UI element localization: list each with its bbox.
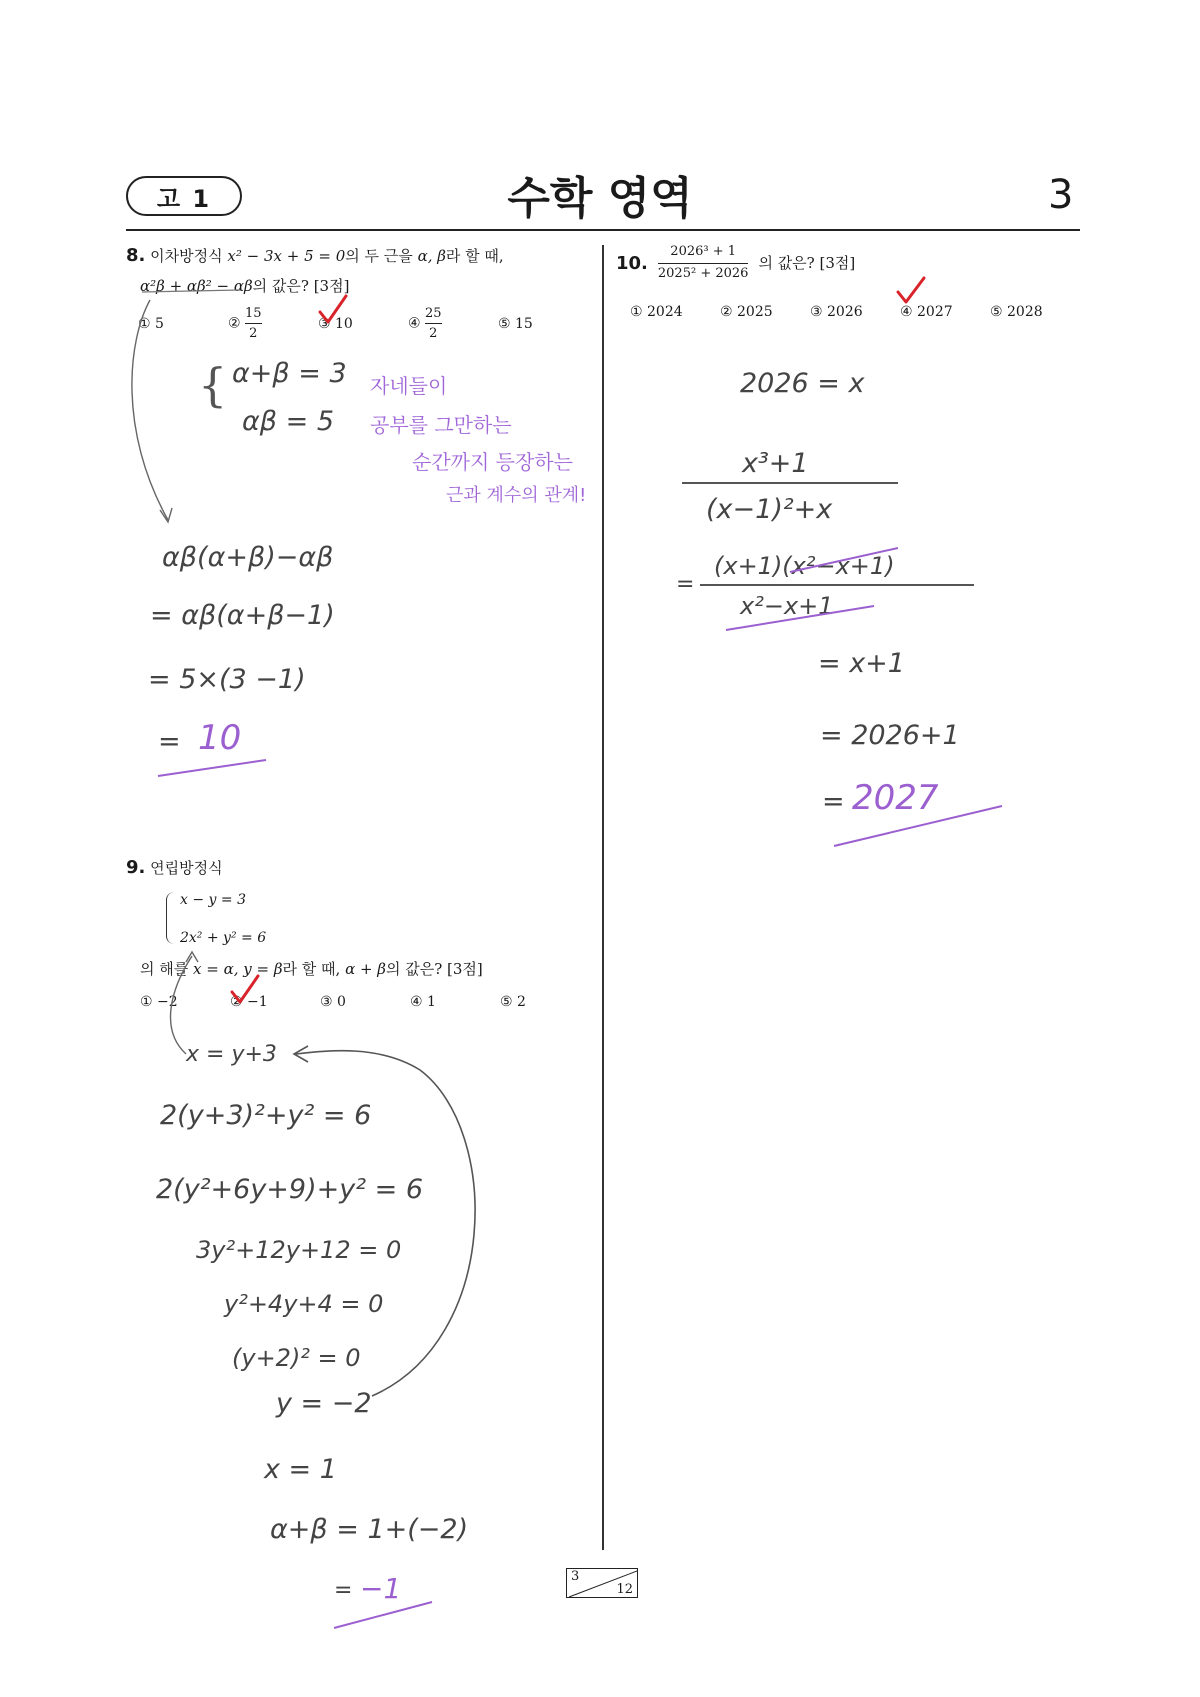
q9-eq1: x − y = 3: [180, 892, 246, 908]
q9-work-7: y = −2: [276, 1388, 372, 1419]
q9-option-4[interactable]: ④ 1: [410, 994, 436, 1010]
q8-check-mark: [320, 296, 346, 322]
q8-option-4[interactable]: ④ $\frac{25}{2}$: [408, 306, 442, 341]
q10-check-mark: [898, 278, 924, 302]
q8-expression: α²β + αβ² − αβ: [140, 277, 253, 296]
q8-option-3[interactable]: ③ 10: [318, 316, 353, 332]
q10-option-1[interactable]: ① 2024: [630, 304, 683, 320]
q10-work-r3-eq: =: [822, 786, 845, 817]
q9-solution: x = α, y = β: [193, 960, 283, 978]
q10-work-r2: = 2026+1: [820, 720, 960, 751]
q10-work-sub: 2026 = x: [740, 368, 865, 399]
q8-option-1[interactable]: ① 5: [138, 316, 164, 332]
current-page: 3: [571, 1569, 580, 1584]
q9-work-2: 2(y+3)²+y² = 6: [160, 1100, 372, 1131]
q9-check-mark: [232, 976, 258, 1002]
q9-eq2: 2x² + y² = 6: [180, 930, 267, 946]
q10-work-eq: =: [676, 572, 695, 597]
note-line: 공부를 그만하는: [370, 413, 512, 437]
q8-answer-underline: [158, 760, 266, 776]
q10-option-5[interactable]: ⑤ 2028: [990, 304, 1043, 320]
q10-number: 10.: [616, 252, 648, 274]
q9-option-1[interactable]: ① −2: [140, 994, 178, 1010]
page-number: 3: [1048, 172, 1074, 218]
q10-cancel-bottom: [726, 606, 874, 630]
q9-work-6: (y+2)² = 0: [232, 1344, 361, 1372]
q8-answer: 10: [198, 718, 242, 758]
q8-work-sum: α+β = 3: [232, 358, 347, 389]
q9-text: 의 해를: [140, 960, 189, 978]
total-pages: 12: [616, 1582, 633, 1597]
q10-option-3[interactable]: ③ 2026: [810, 304, 863, 320]
q9-answer: −1: [360, 1572, 402, 1605]
q9-number: 9.: [126, 857, 146, 878]
q8-roots: α, β: [417, 247, 446, 265]
q8-option-5[interactable]: ⑤ 15: [498, 316, 533, 332]
note-line: 순간까지 등장하는: [412, 450, 573, 474]
q9-option-2[interactable]: ② −1: [230, 994, 268, 1010]
q9-work-5: y²+4y+4 = 0: [224, 1290, 384, 1318]
q10-work-fac-num: (x+1)(x²−x+1): [714, 552, 895, 580]
q9-text: 라 할 때,: [282, 960, 341, 978]
fraction: $\frac{15}{2}$: [245, 306, 262, 341]
page-indicator: [566, 1568, 638, 1598]
note-line: 자네들이: [370, 374, 448, 398]
q10-numerator: 2026³ + 1: [670, 244, 737, 259]
q10-answer: 2027: [852, 778, 939, 818]
q8-text: 의 두 근을: [345, 247, 413, 265]
q9-return-arrow: [296, 1051, 475, 1396]
q9-work-1: x = y+3: [186, 1042, 277, 1067]
q8-work-product: αβ = 5: [242, 406, 334, 437]
grade-label: 고 1: [156, 184, 212, 213]
q8-text: 이차방정식: [150, 247, 223, 265]
fraction: $\frac{25}{2}$: [425, 306, 442, 341]
q10-work-frac-num: x³+1: [742, 448, 809, 479]
q9-text: 의 값은? [3점]: [385, 960, 483, 978]
page-title: 수학 영역: [507, 173, 693, 224]
q10-work-frac-den: (x−1)²+x: [706, 494, 833, 525]
q8-work-step2: = αβ(α+β−1): [150, 600, 335, 631]
q8-work-step3: = 5×(3 −1): [148, 664, 306, 695]
q9-answer-eq: =: [334, 1578, 353, 1603]
q10-work-r1: = x+1: [818, 648, 905, 679]
note-line: 근과 계수의 관계!: [446, 485, 587, 506]
q10-cancel-top: [790, 548, 898, 572]
q8-text: 라 할 때,: [445, 247, 504, 265]
q8-equation: x² − 3x + 5 = 0: [227, 247, 346, 265]
q9-answer-underline: [334, 1602, 432, 1628]
q8-option-2[interactable]: ② $\frac{15}{2}$: [228, 306, 262, 341]
q8-work-step4-eq: =: [158, 726, 181, 757]
q9-option-3[interactable]: ③ 0: [320, 994, 346, 1010]
q8-underline: [142, 290, 240, 292]
q8-arrow: [132, 300, 168, 520]
q9-work-4: 3y²+12y+12 = 0: [196, 1236, 402, 1264]
q9-work-3: 2(y²+6y+9)+y² = 6: [156, 1174, 424, 1205]
q8-text: 의 값은? [3점]: [252, 277, 350, 296]
q8-number: 8.: [126, 245, 146, 266]
q10-work-fac-den: x²−x+1: [740, 592, 834, 620]
q8-work-step1: αβ(α+β)−αβ: [162, 542, 334, 573]
system-brace: {: [198, 358, 228, 412]
q9-arrow-up: [171, 956, 192, 1054]
q10-option-4[interactable]: ④ 2027: [900, 304, 953, 320]
q9-work-9: α+β = 1+(−2): [270, 1514, 469, 1545]
q9-sum: α + β: [345, 960, 386, 978]
q9-option-5[interactable]: ⑤ 2: [500, 994, 526, 1010]
q10-text: 의 값은? [3점]: [758, 253, 856, 272]
q10-answer-underline: [834, 806, 1002, 846]
q9-work-8: x = 1: [264, 1454, 337, 1485]
q9-text: 연립방정식: [150, 859, 223, 877]
q10-option-2[interactable]: ② 2025: [720, 304, 773, 320]
q10-denominator: 2025² + 2026: [657, 265, 749, 281]
